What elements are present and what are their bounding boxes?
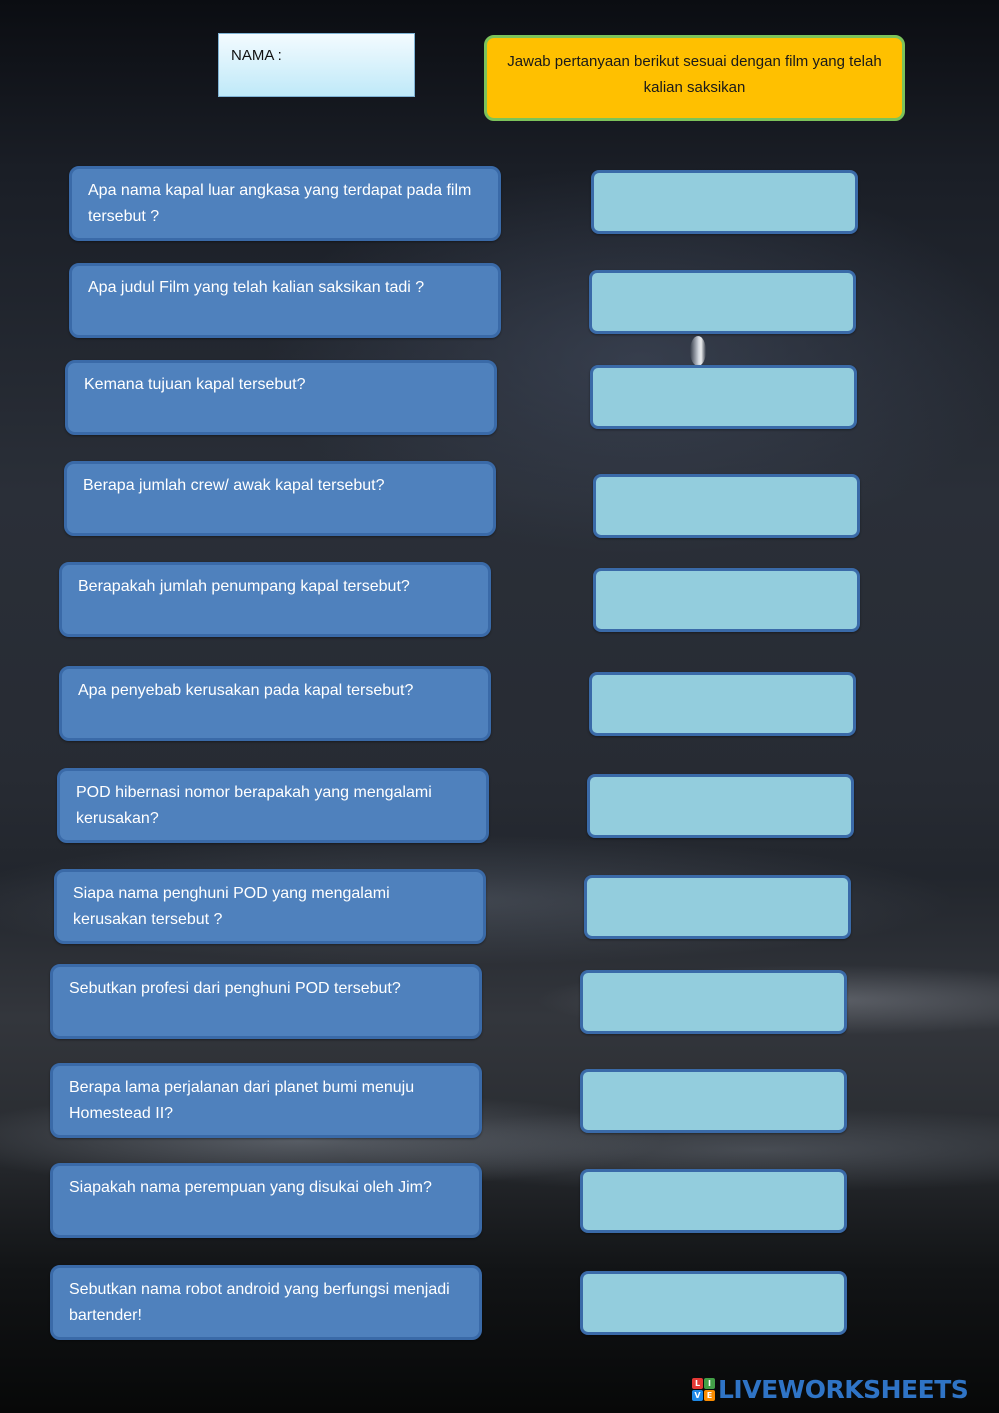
question-text: Siapakah nama perempuan yang disukai oleh Jim?: [69, 1179, 432, 1196]
answer-field[interactable]: [589, 672, 856, 736]
logo-letter: L: [692, 1378, 703, 1389]
question-text: Siapa nama penghuni POD yang mengalami kerusakan tersebut ?: [73, 885, 390, 928]
background-moon-sliver: [690, 336, 706, 366]
logo-letter: V: [692, 1390, 703, 1401]
question-box: [64, 461, 496, 536]
logo-letter: E: [704, 1390, 715, 1401]
question-box: [50, 1163, 482, 1238]
answer-field[interactable]: [587, 774, 854, 838]
question-text: Berapa jumlah crew/ awak kapal tersebut?: [83, 477, 385, 494]
answer-field[interactable]: [580, 1271, 847, 1335]
question-text: Sebutkan profesi dari penghuni POD tersebut?: [69, 980, 401, 997]
answer-field[interactable]: [584, 875, 851, 939]
question-text: Apa judul Film yang telah kalian saksikan tadi ?: [88, 279, 425, 296]
instruction-box: [484, 35, 905, 121]
question-text: Berapa lama perjalanan dari planet bumi menuju Homestead II?: [69, 1079, 415, 1122]
question-box: [50, 1063, 482, 1138]
question-box: [54, 869, 486, 944]
question-text: Kemana tujuan kapal tersebut?: [84, 376, 306, 393]
question-box: [59, 562, 491, 637]
answer-field[interactable]: [593, 568, 860, 632]
question-box: [69, 166, 501, 241]
answer-field[interactable]: [589, 270, 856, 334]
liveworksheets-logo: [692, 1373, 968, 1405]
question-box: [69, 263, 501, 338]
question-text: Apa penyebab kerusakan pada kapal tersebut?: [78, 682, 414, 699]
logo-mark-icon: [692, 1378, 715, 1401]
question-box: [65, 360, 497, 435]
name-field[interactable]: [218, 33, 415, 97]
answer-field[interactable]: [591, 170, 858, 234]
question-text: Sebutkan nama robot android yang berfungsi menjadi bartender!: [69, 1281, 450, 1324]
logo-letter: I: [704, 1378, 715, 1389]
question-text: Apa nama kapal luar angkasa yang terdapat pada film tersebut ?: [88, 182, 472, 225]
logo-text: LIVEWORKSHEETS: [718, 1374, 969, 1404]
question-text: Berapakah jumlah penumpang kapal tersebut?: [78, 578, 410, 595]
question-box: [50, 964, 482, 1039]
name-label: NAMA :: [231, 47, 282, 64]
question-box: [57, 768, 489, 843]
question-box: [59, 666, 491, 741]
answer-field[interactable]: [580, 1169, 847, 1233]
instruction-text: Jawab pertanyaan berikut sesuai dengan film yang telah kalian saksikan: [507, 53, 882, 96]
answer-field[interactable]: [590, 365, 857, 429]
question-text: POD hibernasi nomor berapakah yang mengalami kerusakan?: [76, 784, 432, 827]
question-box: [50, 1265, 482, 1340]
answer-field[interactable]: [593, 474, 860, 538]
answer-field[interactable]: [580, 970, 847, 1034]
answer-field[interactable]: [580, 1069, 847, 1133]
